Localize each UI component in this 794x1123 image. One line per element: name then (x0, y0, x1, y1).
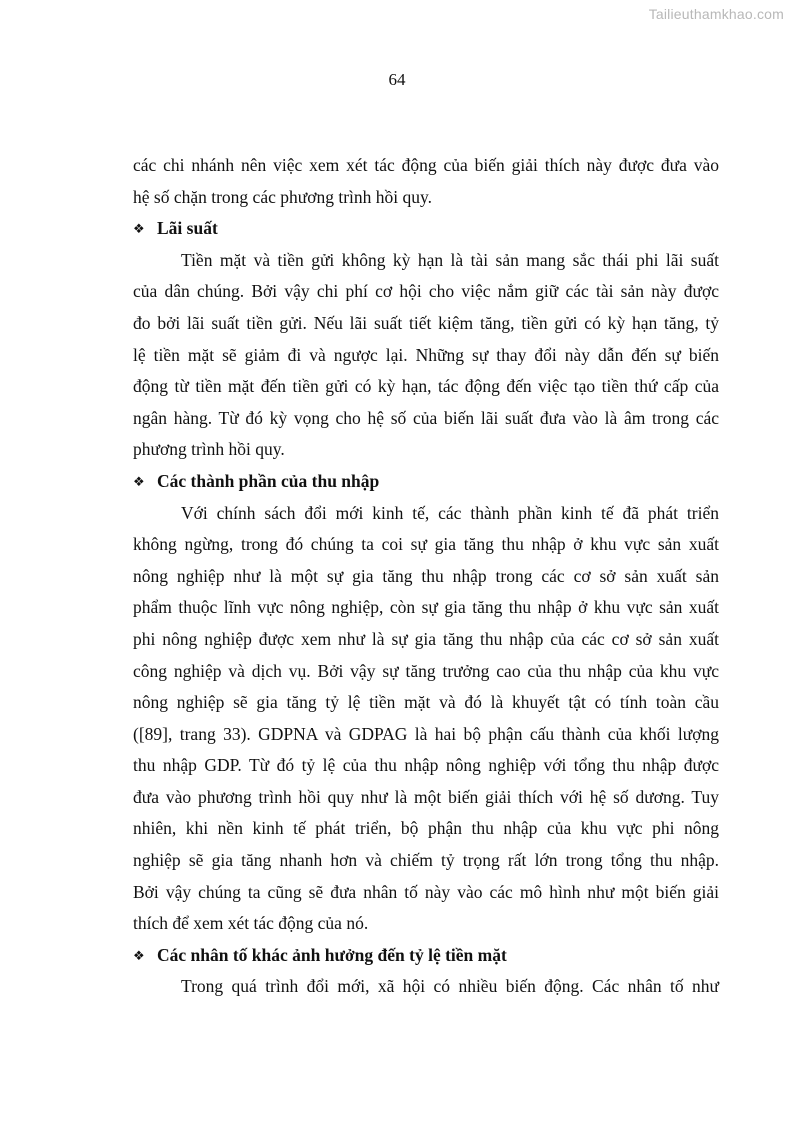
text-line: không ngừng, trong đó chúng ta coi sự gia tăng thu nhập ở khu vực sản xuất (133, 534, 719, 555)
section-income-components (133, 466, 719, 940)
section-other-factors (133, 940, 719, 1003)
text-line: nghiệp sẽ gia tăng nhanh hơn và chiếm tỷ trọng rất lớn trong tổng thu nhập. (133, 850, 719, 871)
text-line: công nghiệp và dịch vụ. Bởi vậy sự tăng trưởng cao của thu nhập của khu vực (133, 660, 719, 681)
text-line: hệ số chặn trong các phương trình hồi quy. (133, 186, 432, 207)
section-interest-rate (133, 213, 719, 466)
section-heading-text: Lãi suất (157, 218, 218, 239)
text-line: ngân hàng. Từ đó kỳ vọng cho hệ số của biến lãi suất đưa vào là âm trong các (133, 407, 719, 428)
section-heading-text: Các thành phần của thu nhập (157, 470, 380, 491)
text-line: Trong quá trình đổi mới, xã hội có nhiều biến động. Các nhân tố như (181, 976, 719, 997)
paragraph-continuation (133, 150, 719, 213)
text-line: ([89], trang 33). GDPNA và GDPAG là hai bộ phận cấu thành của khối lượng (133, 723, 719, 744)
text-line: phương trình hồi quy. (133, 439, 285, 460)
text-line: đo bởi lãi suất tiền gửi. Nếu lãi suất tiết kiệm tăng, tiền gửi có kỳ hạn tăng, tỷ (133, 312, 719, 333)
text-line: lệ tiền mặt sẽ giảm đi và ngược lại. Những sự thay đổi này dẫn đến sự biến (133, 344, 719, 365)
watermark: Tailieuthamkhao.com (648, 6, 784, 22)
text-line: nông nghiệp sẽ gia tăng tỷ lệ tiền mặt và đó là khuyết tật có tính toàn cầu (133, 692, 719, 713)
text-line: động từ tiền mặt đến tiền gửi có kỳ hạn, tác động đến việc tạo tiền thứ cấp của (133, 376, 719, 397)
text-line: của dân chúng. Bởi vậy chi phí cơ hội cho việc nắm giữ các tài sản này được (133, 281, 719, 302)
text-line: các chi nhánh nên việc xem xét tác động của biến giải thích này được đưa vào (133, 155, 719, 175)
text-line: Tiền mặt và tiền gửi không kỳ hạn là tài sản mang sắc thái phi lãi suất (181, 249, 719, 270)
text-line: nông nghiệp như là một sự gia tăng thu nhập trong các cơ sở sản xuất sản (133, 565, 719, 586)
text-line: thu nhập GDP. Từ đó tỷ lệ của thu nhập nông nghiệp với tổng thu nhập được (133, 755, 719, 776)
section-heading (133, 940, 719, 972)
text-line: nhiên, khi nền kinh tế phát triển, bộ phận thu nhập của khu vực phi nông (133, 818, 719, 839)
diamond-bullet-icon: ❖ (133, 474, 145, 490)
text-line: thích để xem xét tác động của nó. (133, 913, 369, 934)
page-number: 64 (388, 70, 406, 89)
text-line: Bởi vậy chúng ta cũng sẽ đưa nhân tố này vào các mô hình như một biến giải (133, 881, 719, 902)
text-line: Với chính sách đổi mới kinh tế, các thành phần kinh tế đã phát triển (181, 502, 719, 523)
text-line: phi nông nghiệp được xem như là sự gia tăng thu nhập của các cơ sở sản xuất (133, 628, 719, 649)
page-body (133, 150, 719, 1003)
text-line: phẩm thuộc lĩnh vực nông nghiệp, còn sự gia tăng thu nhập ở khu vực sản xuất (133, 597, 719, 618)
section-heading (133, 466, 719, 498)
section-heading (133, 213, 719, 245)
diamond-bullet-icon: ❖ (133, 222, 145, 238)
section-heading-text: Các nhân tố khác ảnh hưởng đến tỷ lệ tiền mặt (157, 944, 507, 965)
text-line: đưa vào phương trình hồi quy như là một biến giải thích với hệ số dương. Tuy (133, 786, 719, 807)
diamond-bullet-icon: ❖ (133, 948, 145, 964)
